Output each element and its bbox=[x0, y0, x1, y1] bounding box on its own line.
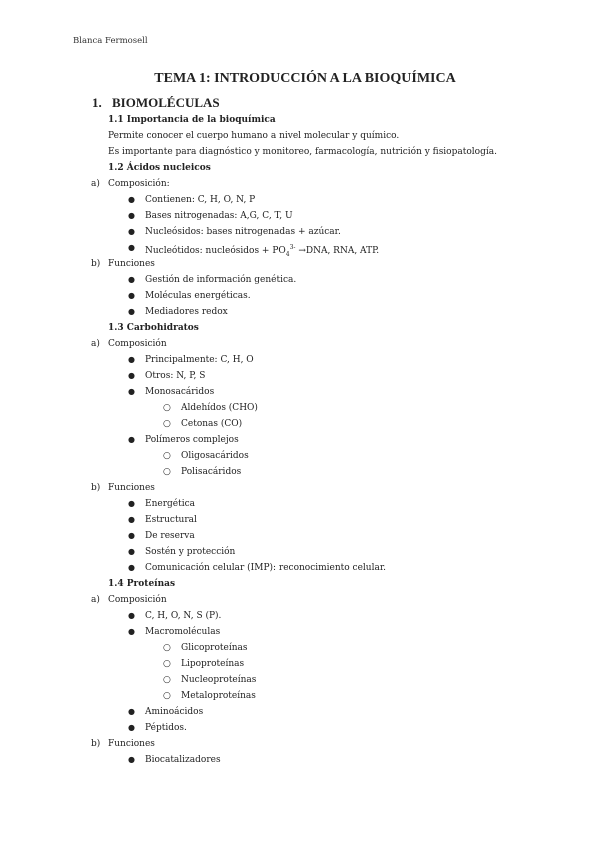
list-item: Gestión de información genética. bbox=[145, 275, 297, 285]
section-label: BIOMOLÉCULAS bbox=[112, 95, 220, 110]
bullet-icon: ● bbox=[128, 611, 135, 620]
list-item: Principalmente: C, H, O bbox=[145, 355, 254, 365]
bullet-icon: ● bbox=[128, 387, 135, 396]
bullet-icon: ● bbox=[128, 243, 135, 252]
sub-list-item: Aldehídos (CHO) bbox=[181, 403, 258, 413]
list-item: Bases nitrogenadas: A,G, C, T, U bbox=[145, 211, 293, 221]
sub-list-item: Glicoproteínas bbox=[181, 643, 248, 653]
list-heading: Composición bbox=[108, 339, 167, 349]
list-letter: a) bbox=[91, 339, 100, 349]
list-item: Aminoácidos bbox=[145, 707, 204, 717]
circle-bullet-icon: ○ bbox=[163, 451, 171, 461]
list-item: Moléculas energéticas. bbox=[145, 291, 251, 301]
list-item: Biocatalizadores bbox=[145, 755, 221, 765]
list-item: Energética bbox=[145, 499, 195, 509]
list-item: Nucleósidos: bases nitrogenadas + azúcar. bbox=[145, 227, 341, 237]
list-item: Mediadores redox bbox=[145, 307, 228, 317]
subsection-heading: 1.2 Ácidos nucleicos bbox=[108, 163, 211, 173]
subsection-heading: 1.1 Importancia de la bioquímica bbox=[108, 115, 276, 125]
bullet-icon: ● bbox=[128, 355, 135, 364]
list-item: De reserva bbox=[145, 531, 195, 541]
list-item: Sostén y protección bbox=[145, 547, 236, 557]
circle-bullet-icon: ○ bbox=[163, 643, 171, 653]
bullet-icon: ● bbox=[128, 515, 135, 524]
list-heading: Funciones bbox=[108, 259, 155, 269]
bullet-icon: ● bbox=[128, 755, 135, 764]
circle-bullet-icon: ○ bbox=[163, 659, 171, 669]
list-heading: Composición bbox=[108, 595, 167, 605]
document-title: TEMA 1: INTRODUCCIÓN A LA BIOQUÍMICA bbox=[154, 71, 456, 86]
list-item: Otros: N, P, S bbox=[145, 371, 206, 381]
circle-bullet-icon: ○ bbox=[163, 419, 171, 429]
list-heading: Composición: bbox=[108, 179, 170, 189]
bullet-icon: ● bbox=[128, 435, 135, 444]
bullet-icon: ● bbox=[128, 707, 135, 716]
nucleotidos-arrow-text: →DNA, RNA, ATP. bbox=[295, 246, 380, 256]
list-letter: b) bbox=[91, 483, 101, 493]
bullet-icon: ● bbox=[128, 211, 135, 220]
list-item: Contienen: C, H, O, N, P bbox=[145, 195, 256, 205]
bullet-icon: ● bbox=[128, 195, 135, 204]
sub-list-item: Cetonas (CO) bbox=[181, 419, 243, 429]
sub-list-item: Polisacáridos bbox=[181, 467, 242, 477]
subsection-heading: 1.3 Carbohidratos bbox=[108, 323, 199, 333]
list-item: C, H, O, N, S (P). bbox=[145, 611, 222, 621]
subsection-heading: 1.4 Proteínas bbox=[108, 579, 176, 589]
bullet-icon: ● bbox=[128, 275, 135, 284]
superscript: 3- bbox=[289, 244, 296, 251]
subscript: 4 bbox=[285, 250, 290, 258]
list-item: Péptidos. bbox=[145, 723, 187, 733]
sub-list-item: Lipoproteínas bbox=[181, 659, 245, 669]
list-item: Comunicación celular (IMP): reconocimiento celular. bbox=[145, 563, 387, 573]
list-heading: Funciones bbox=[108, 483, 155, 493]
sub-list-item: Nucleoproteínas bbox=[181, 675, 257, 685]
nucleotidos-text: Nucleótidos: nucleósidos + PO bbox=[145, 246, 286, 256]
bullet-icon: ● bbox=[128, 499, 135, 508]
circle-bullet-icon: ○ bbox=[163, 675, 171, 685]
bullet-icon: ● bbox=[128, 627, 135, 636]
bullet-icon: ● bbox=[128, 227, 135, 236]
bullet-icon: ● bbox=[128, 291, 135, 300]
list-letter: a) bbox=[91, 179, 100, 189]
list-heading: Funciones bbox=[108, 739, 155, 749]
bullet-icon: ● bbox=[128, 563, 135, 572]
list-letter: b) bbox=[91, 259, 101, 269]
list-item: Macromoléculas bbox=[145, 627, 221, 637]
bullet-icon: ● bbox=[128, 723, 135, 732]
list-item-nucleotidos bbox=[145, 242, 379, 261]
list-item: Monosacáridos bbox=[145, 387, 215, 397]
section-number: 1. bbox=[92, 95, 102, 110]
list-item: Polímeros complejos bbox=[145, 435, 239, 445]
paragraph: Permite conocer el cuerpo humano a nivel molecular y químico. bbox=[108, 131, 400, 141]
bullet-icon: ● bbox=[128, 547, 135, 556]
author-header: Blanca Fermosell bbox=[73, 36, 148, 46]
circle-bullet-icon: ○ bbox=[163, 467, 171, 477]
section-heading-biomoleculas bbox=[92, 95, 220, 111]
bullet-icon: ● bbox=[128, 371, 135, 380]
circle-bullet-icon: ○ bbox=[163, 691, 171, 701]
sub-list-item: Oligosacáridos bbox=[181, 451, 249, 461]
list-item: Estructural bbox=[145, 515, 197, 525]
paragraph: Es importante para diagnóstico y monitoreo, farmacología, nutrición y fisiopatología. bbox=[108, 147, 497, 157]
bullet-icon: ● bbox=[128, 307, 135, 316]
circle-bullet-icon: ○ bbox=[163, 403, 171, 413]
list-letter: a) bbox=[91, 595, 100, 605]
sub-list-item: Metaloproteínas bbox=[181, 691, 256, 701]
bullet-icon: ● bbox=[128, 531, 135, 540]
list-letter: b) bbox=[91, 739, 101, 749]
